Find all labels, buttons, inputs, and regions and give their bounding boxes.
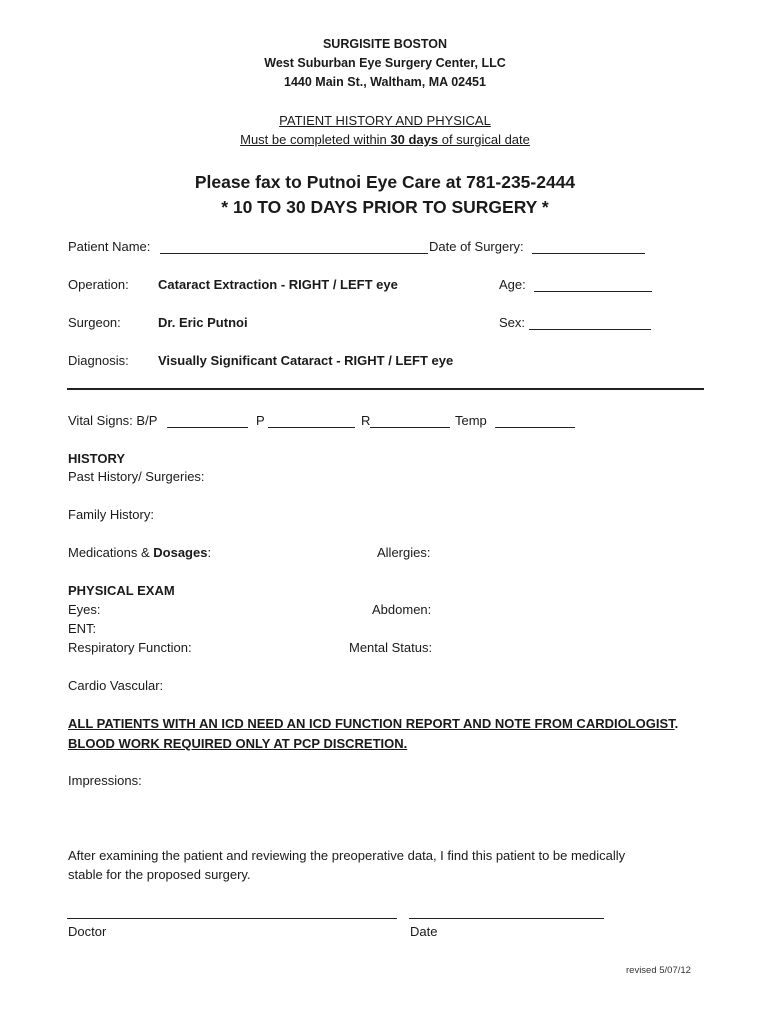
pulse-label: P xyxy=(256,413,265,428)
bloodwork-notice: BLOOD WORK REQUIRED ONLY AT PCP DISCRETION. xyxy=(68,736,408,751)
medical-statement-line2: stable for the proposed surgery. xyxy=(68,867,251,882)
pulse-field[interactable] xyxy=(268,427,355,428)
surgeon-label: Surgeon: xyxy=(68,315,121,330)
cardio-label: Cardio Vascular: xyxy=(68,678,164,693)
patient-name-field[interactable] xyxy=(160,253,428,254)
history-heading: HISTORY xyxy=(68,451,126,466)
medications-colon: : xyxy=(207,545,212,560)
allergies-label: Allergies: xyxy=(377,545,431,560)
family-history-label: Family History: xyxy=(68,507,154,522)
deadline-days: 30 days xyxy=(390,132,439,147)
signature-date-field[interactable] xyxy=(409,918,604,919)
diagnosis-value: Visually Significant Cataract - RIGHT / LEFT eye xyxy=(158,353,454,368)
patient-name-label: Patient Name: xyxy=(68,239,151,254)
deadline-prefix: Must be completed within xyxy=(240,132,391,147)
section-divider xyxy=(67,388,704,390)
impressions-label: Impressions: xyxy=(68,773,142,788)
sex-label: Sex: xyxy=(499,315,526,330)
surgeon-value: Dr. Eric Putnoi xyxy=(158,315,248,330)
vital-signs-bp-label: Vital Signs: B/P xyxy=(68,413,158,428)
timing-instruction: * 10 TO 30 DAYS PRIOR TO SURGERY * xyxy=(221,197,549,217)
fax-instruction: Please fax to Putnoi Eye Care at 781-235-2444 xyxy=(194,172,576,192)
age-label: Age: xyxy=(499,277,526,292)
mental-status-label: Mental Status: xyxy=(349,640,433,655)
icd-notice-text: ALL PATIENTS WITH AN ICD NEED AN ICD FUNCTION REPORT AND NOTE FROM CARDIOLOGIST xyxy=(68,716,675,731)
respiratory-label: Respiratory Function: xyxy=(68,640,192,655)
medical-statement-line1: After examining the patient and reviewing the preoperative data, I find this patient to be medically xyxy=(68,848,626,863)
doctor-label: Doctor xyxy=(68,924,107,939)
form-title: PATIENT HISTORY AND PHYSICAL xyxy=(279,113,491,128)
operation-value: Cataract Extraction - RIGHT / LEFT eye xyxy=(158,277,398,292)
center-address: 1440 Main St., Waltham, MA 02451 xyxy=(284,75,486,89)
icd-notice xyxy=(68,716,678,731)
ent-label: ENT: xyxy=(68,621,97,636)
medications-label xyxy=(68,545,211,560)
date-of-surgery-field[interactable] xyxy=(532,253,645,254)
medications-prefix: Medications & xyxy=(68,545,154,560)
medications-dosages: Dosages xyxy=(153,545,208,560)
center-name: West Suburban Eye Surgery Center, LLC xyxy=(264,56,506,70)
past-history-label: Past History/ Surgeries: xyxy=(68,469,205,484)
deadline-note xyxy=(0,132,770,147)
icd-notice-period: . xyxy=(674,716,679,731)
bp-field[interactable] xyxy=(167,427,248,428)
temp-field[interactable] xyxy=(495,427,575,428)
doctor-signature-field[interactable] xyxy=(67,918,397,919)
operation-label: Operation: xyxy=(68,277,129,292)
age-field[interactable] xyxy=(534,291,652,292)
eyes-label: Eyes: xyxy=(68,602,101,617)
org-name: SURGISITE BOSTON xyxy=(322,37,448,51)
diagnosis-label: Diagnosis: xyxy=(68,353,129,368)
revision-note: revised 5/07/12 xyxy=(626,965,691,976)
respiration-field[interactable] xyxy=(370,427,450,428)
physical-exam-heading: PHYSICAL EXAM xyxy=(68,583,175,598)
abdomen-label: Abdomen: xyxy=(372,602,432,617)
respiration-label: R xyxy=(361,413,371,428)
temp-label: Temp xyxy=(455,413,487,428)
sex-field[interactable] xyxy=(529,329,651,330)
date-label: Date xyxy=(410,924,438,939)
date-of-surgery-label: Date of Surgery: xyxy=(429,239,524,254)
deadline-suffix: of surgical date xyxy=(438,132,530,147)
